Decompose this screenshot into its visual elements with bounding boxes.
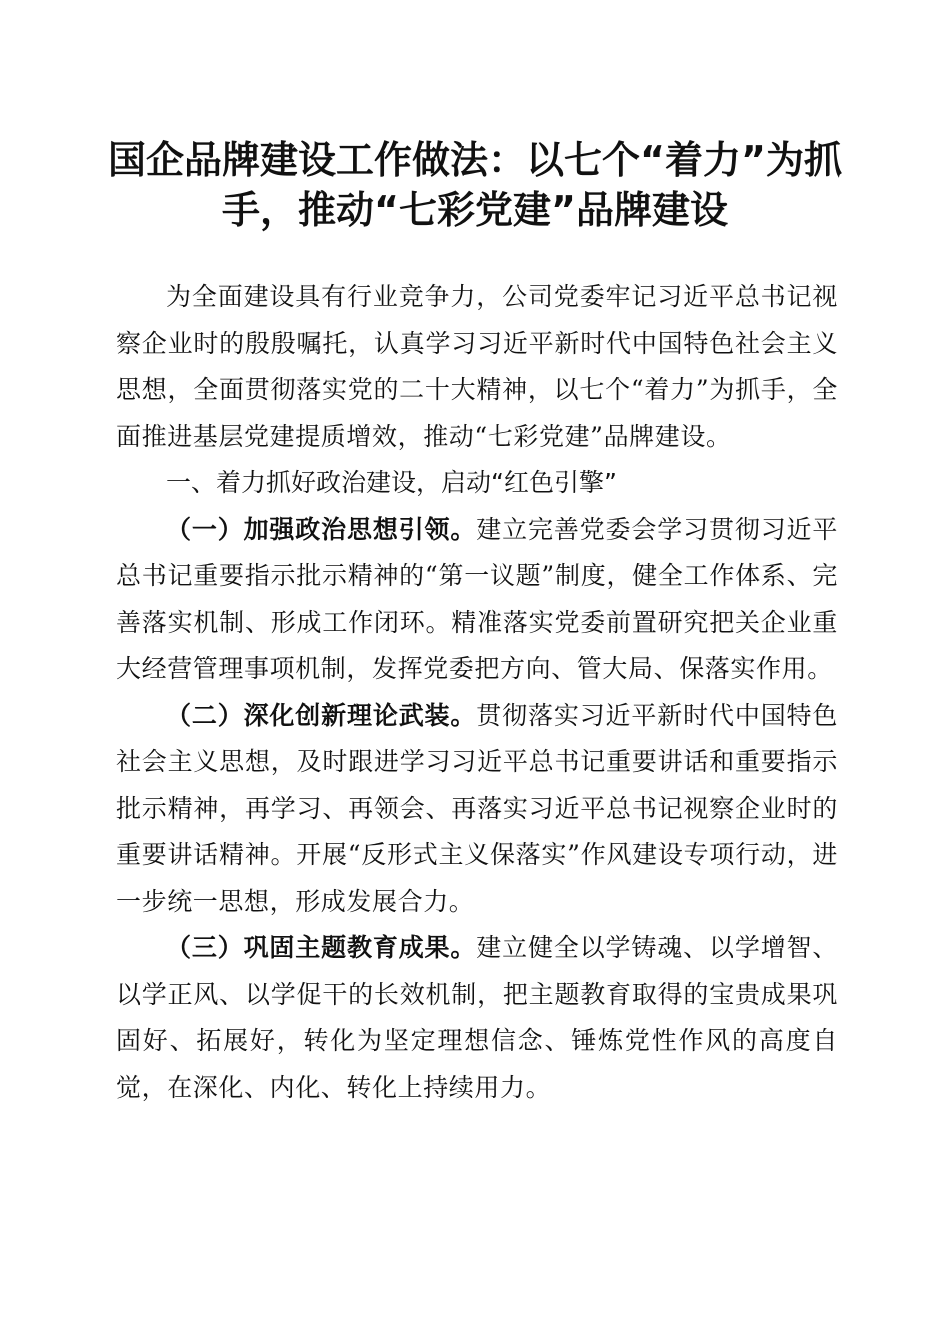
item-paragraph-2 xyxy=(116,693,838,926)
title-line-2: 手，推动“七彩党建”品牌建设 xyxy=(222,188,728,232)
document-body xyxy=(116,274,838,1111)
item-text-3: 建立健全以学铸魂、以学增智、以学正风、以学促干的长效机制，把主题教育取得的宝贵成果巩固好、拓展好，转化为坚定理想信念、锤炼党性作风的高度自觉，在深化、内化、转化上持续用力。 xyxy=(116,933,839,1102)
item-heading-3: （三）巩固主题教育成果。 xyxy=(166,933,477,962)
section-heading-1: 一、着力抓好政治建设，启动“红色引擎” xyxy=(166,468,617,497)
intro-paragraph: 为全面建设具有行业竞争力，公司党委牢记习近平总书记视察企业时的殷殷嘱托，认真学习习近平新时代中国特色社会主义思想，全面贯彻落实党的二十大精神，以七个“着力”为抓手，全面推进基层党建提质增效，推动“七彩党建”品牌建设。 xyxy=(116,282,838,451)
title-line-1: 国企品牌建设工作做法：以七个“着力”为抓 xyxy=(108,138,842,182)
item-heading-2: （二）深化创新理论武装。 xyxy=(166,700,477,730)
item-text-1: 建立完善党委会学习贯彻习近平总书记重要指示批示精神的“第一议题”制度，健全工作体系、完善落实机制、形成工作闭环。精准落实党委前置研究把关企业重大经营管理事项机制，发挥党委把方向、管大局、保落实作用。 xyxy=(116,514,839,683)
item-text-2: 贯彻落实习近平新时代中国特色社会主义思想，及时跟进学习习近平总书记重要讲话和重要指示批示精神，再学习、再领会、再落实习近平总书记视察企业时的重要讲话精神。开展“反形式主义保落实”作风建设专项行动，进一步统一思想，形成发展合力。 xyxy=(116,700,839,916)
item-paragraph-1 xyxy=(116,507,838,693)
item-heading-1: （一）加强政治思想引领。 xyxy=(166,514,477,544)
item-paragraph-3 xyxy=(116,925,838,1111)
document-title xyxy=(100,135,850,235)
